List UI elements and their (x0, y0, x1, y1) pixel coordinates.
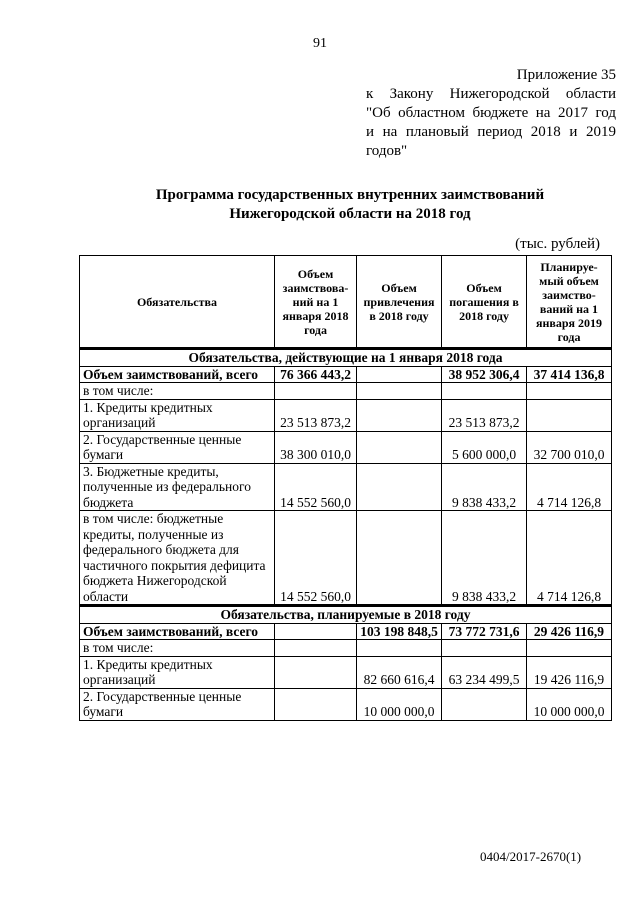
row-label: в том числе: (80, 383, 275, 400)
cell-value: 4 714 126,8 (527, 511, 612, 606)
cell-value (275, 688, 357, 720)
document-code: 0404/2017-2670(1) (480, 849, 582, 864)
row-label: в том числе: бюджетные кредиты, полученные из федерального бюджета для частичного покрытия дефицита бюджета Нижегородской области (80, 511, 275, 606)
cell-value (527, 640, 612, 657)
cell-value (442, 383, 527, 400)
appendix-line: к Закону Нижегородской области (366, 86, 616, 102)
appendix-line: годов" (366, 143, 408, 159)
cell-value: 9 838 433,2 (442, 511, 527, 606)
section-row (80, 606, 612, 624)
row-label: Объем заимствований, всего (80, 366, 275, 383)
row-label: 2. Государственные ценные бумаги (80, 688, 275, 720)
cell-value: 103 198 848,5 (357, 623, 442, 640)
appendix-line: "Об областном бюджете на 2017 год (366, 105, 616, 121)
cell-value (527, 383, 612, 400)
table-row (80, 463, 612, 511)
header-debt-start: Объем заимствова-ний на 1 января 2018 года (275, 256, 357, 349)
appendix-line: и на плановый период 2018 и 2019 (366, 124, 616, 140)
cell-value (275, 383, 357, 400)
cell-value: 63 234 499,5 (442, 656, 527, 688)
row-label: в том числе: (80, 640, 275, 657)
borrowing-table (79, 255, 612, 721)
table-row (80, 688, 612, 720)
cell-value (357, 399, 442, 431)
cell-value: 23 513 873,2 (442, 399, 527, 431)
row-label: 2. Государственные ценные бумаги (80, 431, 275, 463)
cell-value: 76 366 443,2 (275, 366, 357, 383)
cell-value (357, 383, 442, 400)
cell-value: 4 714 126,8 (527, 463, 612, 511)
cell-value (275, 656, 357, 688)
cell-value: 5 600 000,0 (442, 431, 527, 463)
header-debt-end: Планируе-мый объем заимство-ваний на 1 января 2019 года (527, 256, 612, 349)
cell-value (357, 463, 442, 511)
row-label: Объем заимствований, всего (80, 623, 275, 640)
section-title: Обязательства, планируемые в 2018 году (80, 606, 612, 624)
cell-value: 38 300 010,0 (275, 431, 357, 463)
cell-value: 14 552 560,0 (275, 463, 357, 511)
header-attraction: Объем привлечения в 2018 году (357, 256, 442, 349)
cell-value: 29 426 116,9 (527, 623, 612, 640)
table-row (80, 623, 612, 640)
cell-value: 10 000 000,0 (357, 688, 442, 720)
table-row (80, 656, 612, 688)
cell-value (442, 640, 527, 657)
header-obligations: Обязательства (80, 256, 275, 349)
table-header-row (80, 256, 612, 349)
cell-value (357, 366, 442, 383)
header-repayment: Объем погашения в 2018 году (442, 256, 527, 349)
cell-value: 19 426 116,9 (527, 656, 612, 688)
appendix-block (366, 66, 616, 161)
document-title (80, 186, 620, 224)
title-line: Нижегородской области на 2018 год (229, 206, 471, 222)
cell-value (357, 640, 442, 657)
row-label: 1. Кредиты кредитных организаций (80, 656, 275, 688)
cell-value: 82 660 616,4 (357, 656, 442, 688)
cell-value (357, 511, 442, 606)
units-note: (тыс. рублей) (515, 236, 600, 252)
table-row (80, 366, 612, 383)
cell-value (527, 399, 612, 431)
row-label: 1. Кредиты кредитных организаций (80, 399, 275, 431)
cell-value (275, 640, 357, 657)
cell-value: 73 772 731,6 (442, 623, 527, 640)
section-row (80, 349, 612, 367)
cell-value: 23 513 873,2 (275, 399, 357, 431)
cell-value: 9 838 433,2 (442, 463, 527, 511)
cell-value: 10 000 000,0 (527, 688, 612, 720)
cell-value: 37 414 136,8 (527, 366, 612, 383)
cell-value (357, 431, 442, 463)
table-row (80, 383, 612, 400)
table-row (80, 511, 612, 606)
row-label: 3. Бюджетные кредиты, полученные из федерального бюджета (80, 463, 275, 511)
title-line: Программа государственных внутренних заимствований (155, 187, 545, 203)
cell-value: 14 552 560,0 (275, 511, 357, 606)
cell-value (442, 688, 527, 720)
cell-value: 38 952 306,4 (442, 366, 527, 383)
cell-value: 32 700 010,0 (527, 431, 612, 463)
section-title: Обязательства, действующие на 1 января 2018 года (80, 349, 612, 367)
table-row (80, 640, 612, 657)
page-number: 91 (313, 36, 327, 51)
cell-value (275, 623, 357, 640)
appendix-title: Приложение 35 (516, 67, 616, 83)
table-row (80, 399, 612, 431)
table-row (80, 431, 612, 463)
